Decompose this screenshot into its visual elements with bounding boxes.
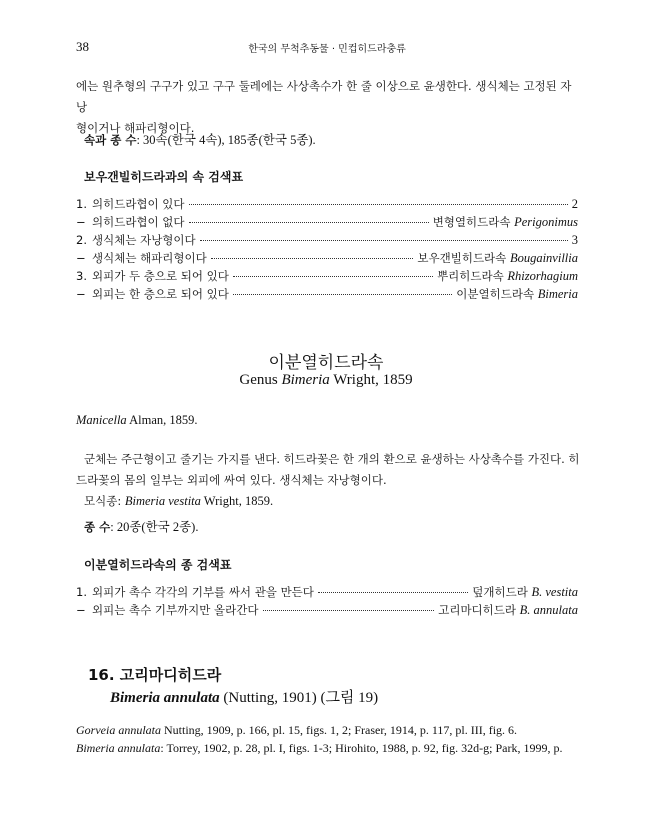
description-line-2: 드라꽃의 몸의 일부는 외피에 싸여 있다. 생식체는 자낭형이다. bbox=[76, 473, 387, 487]
leader-dots bbox=[200, 240, 568, 241]
leader-dots bbox=[189, 222, 429, 223]
species-latin-heading: Bimeria annulata (Nutting, 1901) (그림 19) bbox=[110, 690, 379, 706]
running-title: 한국의 무척추동물 · 민컵히드라충류 bbox=[248, 44, 406, 55]
family-key-title: 보우갠빌히드라과의 속 검색표 bbox=[84, 170, 244, 184]
leader-dots bbox=[318, 592, 468, 593]
genus-count-value: : 30속(한국 4속), 185종(한국 5종). bbox=[136, 133, 316, 147]
genus-count-label: 속과 종 수 bbox=[84, 133, 137, 147]
page-number: 38 bbox=[76, 39, 89, 54]
genus-key-line-1: 1. 외피가 촉수 각각의 기부를 싸서 관을 만든다 덮개히드라 B. vestita bbox=[76, 585, 578, 599]
intro-line-2: 형이거나 해파리형이다. bbox=[76, 121, 195, 135]
species-count: 종 수: 20종(한국 2종). bbox=[84, 520, 199, 534]
page-header bbox=[76, 39, 578, 57]
leader-dots bbox=[189, 204, 568, 205]
family-key-line-6: − 외피는 한 층으로 되어 있다 이분열히드라속 Bimeria bbox=[76, 287, 578, 301]
family-key-line-4: − 생식체는 해파리형이다 보우갠빌히드라속 Bougainvillia bbox=[76, 251, 578, 265]
species-heading: 16. 고리마디히드라 bbox=[88, 666, 222, 684]
leader-dots bbox=[263, 610, 435, 611]
genus-key-title: 이분열히드라속의 종 검색표 bbox=[84, 558, 232, 572]
genus-count bbox=[84, 130, 588, 151]
reference-line-2: Bimeria annulata: Torrey, 1902, p. 28, pl. I, figs. 1-3; Hirohito, 1988, p. 92, fig. 32d-g; Park, 1999, p. bbox=[76, 741, 563, 755]
genus-latin-heading: Genus Bimeria Wright, 1859 bbox=[239, 372, 413, 388]
family-key-line-2: − 의히드라협이 없다 변형열히드라속 Perigonimus bbox=[76, 215, 578, 229]
family-key-line-3: 2. 생식체는 자낭형이다 3 bbox=[76, 233, 578, 247]
family-key-line-5: 3. 외피가 두 층으로 되어 있다 뿌리히드라속 Rhizorhagium bbox=[76, 269, 578, 283]
leader-dots bbox=[233, 294, 452, 295]
family-key-line-1: 1. 의히드라협이 있다 2 bbox=[76, 197, 578, 211]
genus-key-line-2: − 외피는 촉수 기부까지만 올라간다 고리마디히드라 B. annulata bbox=[76, 603, 578, 617]
intro-line-1: 에는 원추형의 구구가 있고 구구 둘레에는 사상촉수가 한 줄 이상으로 윤생한다. 생식체는 고정된 자낭 bbox=[76, 79, 572, 114]
synonym: Manicella Alman, 1859. bbox=[76, 413, 198, 427]
genus-korean-name: 이분열히드라속 bbox=[268, 353, 384, 373]
leader-dots bbox=[233, 276, 433, 277]
leader-dots bbox=[211, 258, 414, 259]
description-line-1: 군체는 주근형이고 줄기는 가지를 낸다. 히드라꽃은 한 개의 환으로 윤생하는 사상촉수를 가진다. 히 bbox=[84, 452, 580, 466]
genus-latin: Bimeria bbox=[281, 372, 330, 388]
genus-description bbox=[76, 449, 580, 512]
reference-line-1: Gorveia annulata Nutting, 1909, p. 166, pl. 15, figs. 1, 2; Fraser, 1914, p. 117, pl. III, fig. 6. bbox=[76, 723, 518, 737]
type-species-line: 모식종: Bimeria vestita Wright, 1859. bbox=[84, 494, 274, 508]
